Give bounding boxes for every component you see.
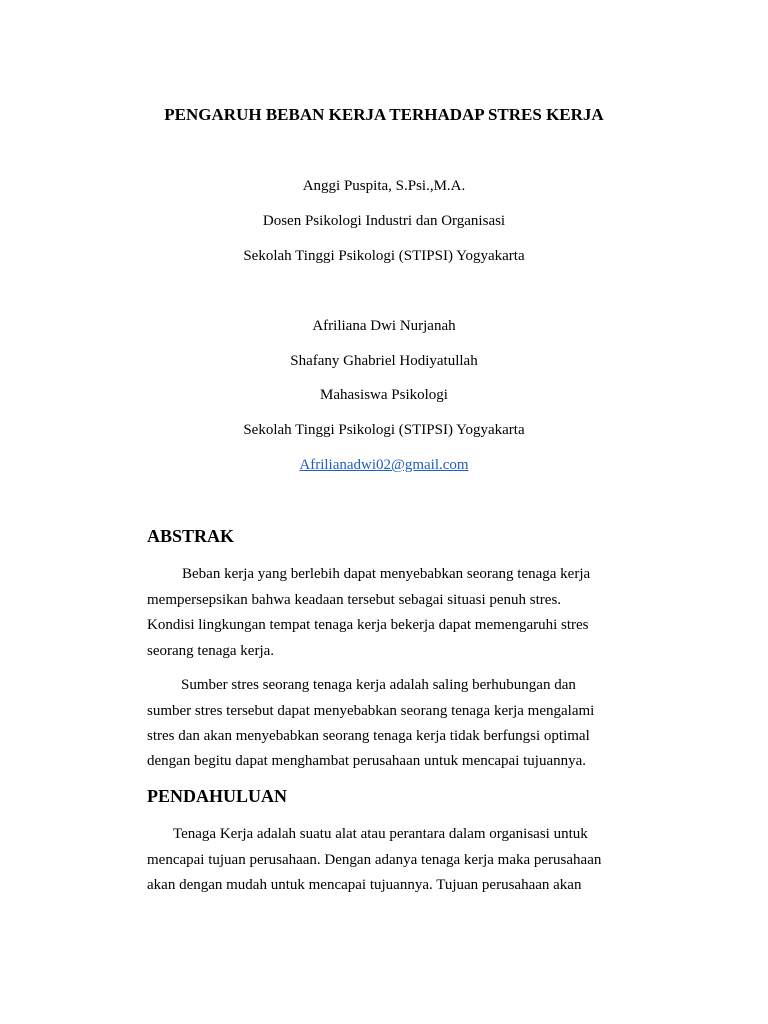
abstract-p1-line-4: seorang tenaga kerja. [147, 643, 275, 659]
abstract-p2-line-4: dengan begitu dapat menghambat perusahaan untuk mencapai tujuannya. [147, 753, 587, 769]
abstract-p1-line-3: Kondisi lingkungan tempat tenaga kerja bekerja dapat memengaruhi stres [147, 617, 589, 633]
author-position-2: Mahasiswa Psikologi [320, 387, 448, 403]
author-institution-2: Sekolah Tinggi Psikologi (STIPSI) Yogyakarta [243, 422, 525, 438]
abstract-heading: ABSTRAK [147, 526, 235, 546]
intro-p1-line-1: Tenaga Kerja adalah suatu alat atau perantara dalam organisasi untuk [173, 826, 588, 842]
intro-p1-line-3: akan dengan mudah untuk mencapai tujuannya. Tujuan perusahaan akan [147, 877, 582, 893]
intro-p1-line-2: mencapai tujuan perusahaan. Dengan adanya tenaga kerja maka perusahaan [147, 852, 602, 868]
author-name-3: Shafany Ghabriel Hodiyatullah [290, 353, 478, 369]
author-institution-1: Sekolah Tinggi Psikologi (STIPSI) Yogyakarta [243, 248, 525, 264]
author-name-1: Anggi Puspita, S.Psi.,M.A. [302, 178, 466, 194]
paper-title: PENGARUH BEBAN KERJA TERHADAP STRES KERJA [164, 105, 604, 124]
email-row [0, 456, 768, 474]
author-name-2: Afriliana Dwi Nurjanah [312, 318, 456, 334]
abstract-p2-line-2: sumber stres tersebut dapat menyebabkan seorang tenaga kerja mengalami [147, 703, 595, 719]
abstract-p1-line-1: Beban kerja yang berlebih dapat menyebabkan seorang tenaga kerja [182, 566, 591, 582]
introduction-heading: PENDAHULUAN [147, 786, 288, 806]
author-position-1: Dosen Psikologi Industri dan Organisasi [262, 213, 506, 229]
abstract-p2-line-3: stres dan akan menyebabkan seorang tenaga kerja tidak berfungsi optimal [147, 728, 590, 744]
email-link[interactable]: Afrilianadwi02@gmail.com [299, 457, 469, 473]
abstract-p1-line-2: mempersepsikan bahwa keadaan tersebut sebagai situasi penuh stres. [147, 592, 562, 608]
abstract-p2-line-1: Sumber stres seorang tenaga kerja adalah saling berhubungan dan [181, 677, 576, 693]
